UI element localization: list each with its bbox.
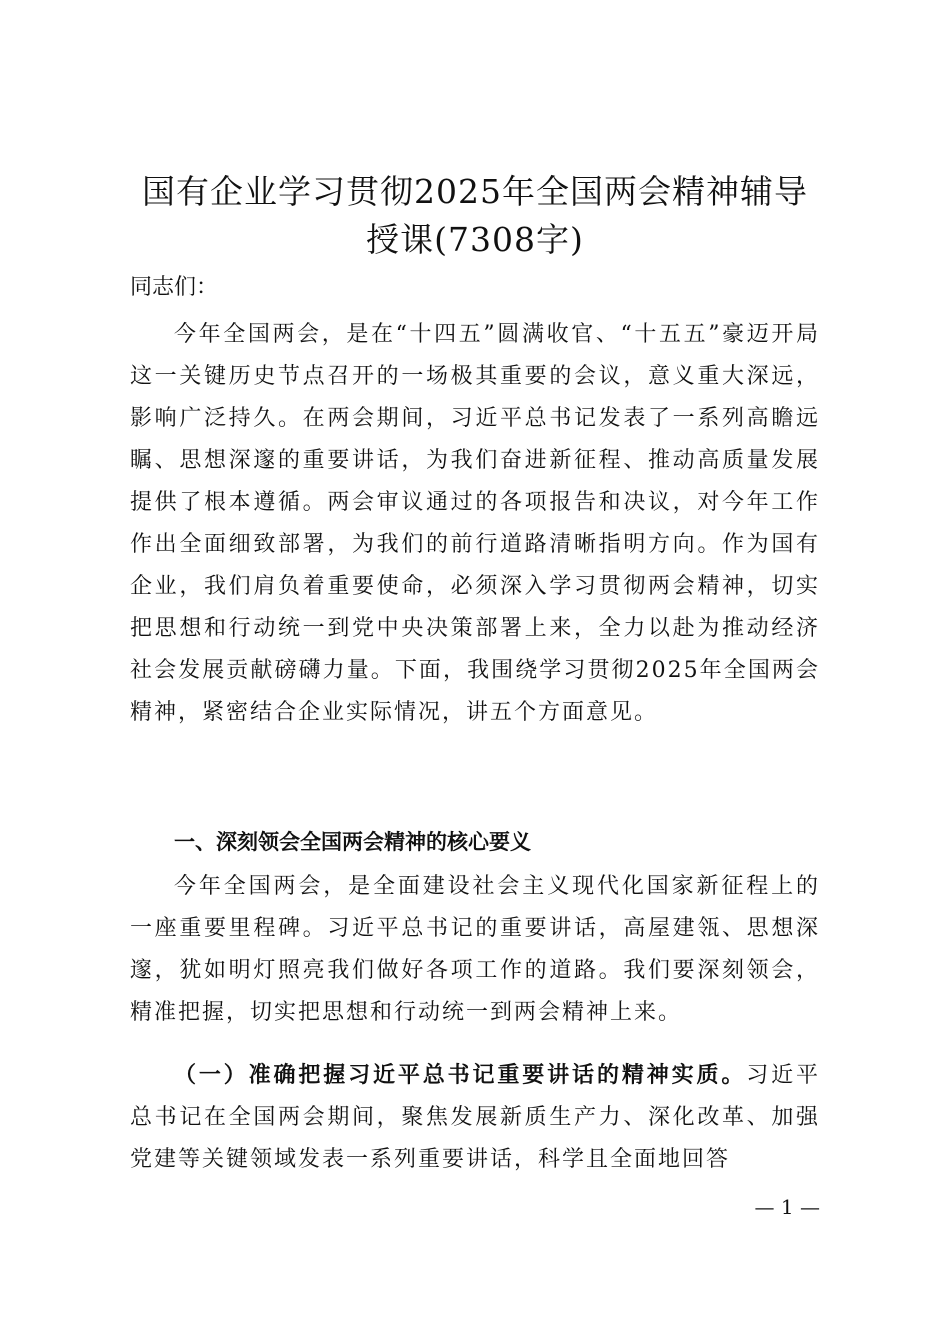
subsection-1-heading: （一）准确把握习近平总书记重要讲话的精神实质。 <box>174 1062 747 1088</box>
section-heading-1: 一、深刻领会全国两会精神的核心要义 <box>174 830 531 854</box>
page-number: — 1 — <box>754 1195 820 1219</box>
document-title: 国有企业学习贯彻2025年全国两会精神辅导授课(7308字) <box>142 172 808 259</box>
salutation: 同志们： <box>130 275 219 300</box>
section-1-paragraph: 今年全国两会，是全面建设社会主义现代化国家新征程上的一座重要里程碑。习近平总书记的重要讲话，高屋建瓴、思想深邃，犹如明灯照亮我们做好各项工作的道路。我们要深刻领会，精准把握，切实把思想和行动统一到两会精神上来。 <box>130 874 820 1025</box>
subsection-1-text: 习近平总书记在全国两会期间，聚焦发展新质生产力、深化改革、加强党建等关键领域发表一系列重要讲话，科学且全面地回答 <box>130 1063 820 1172</box>
subsection-1-paragraph <box>130 1054 820 1181</box>
intro-paragraph: 今年全国两会，是在“十四五”圆满收官、“十五五”豪迈开局这一关键历史节点召开的一场极其重要的会议，意义重大深远，影响广泛持久。在两会期间，习近平总书记发表了一系列高瞻远瞩、思想深邃的重要讲话，为我们奋进新征程、推动高质量发展提供了根本遵循。两会审议通过的各项报告和决议，对今年工作作出全面细致部署，为我们的前行道路清晰指明方向。作为国有企业，我们肩负着重要使命，必须深入学习贯彻两会精神，切实把思想和行动统一到党中央决策部署上来，全力以赴为推动经济社会发展贡献磅礴力量。下面，我围绕学习贯彻2025年全国两会精神，紧密结合企业实际情况，讲五个方面意见。 <box>130 322 820 725</box>
